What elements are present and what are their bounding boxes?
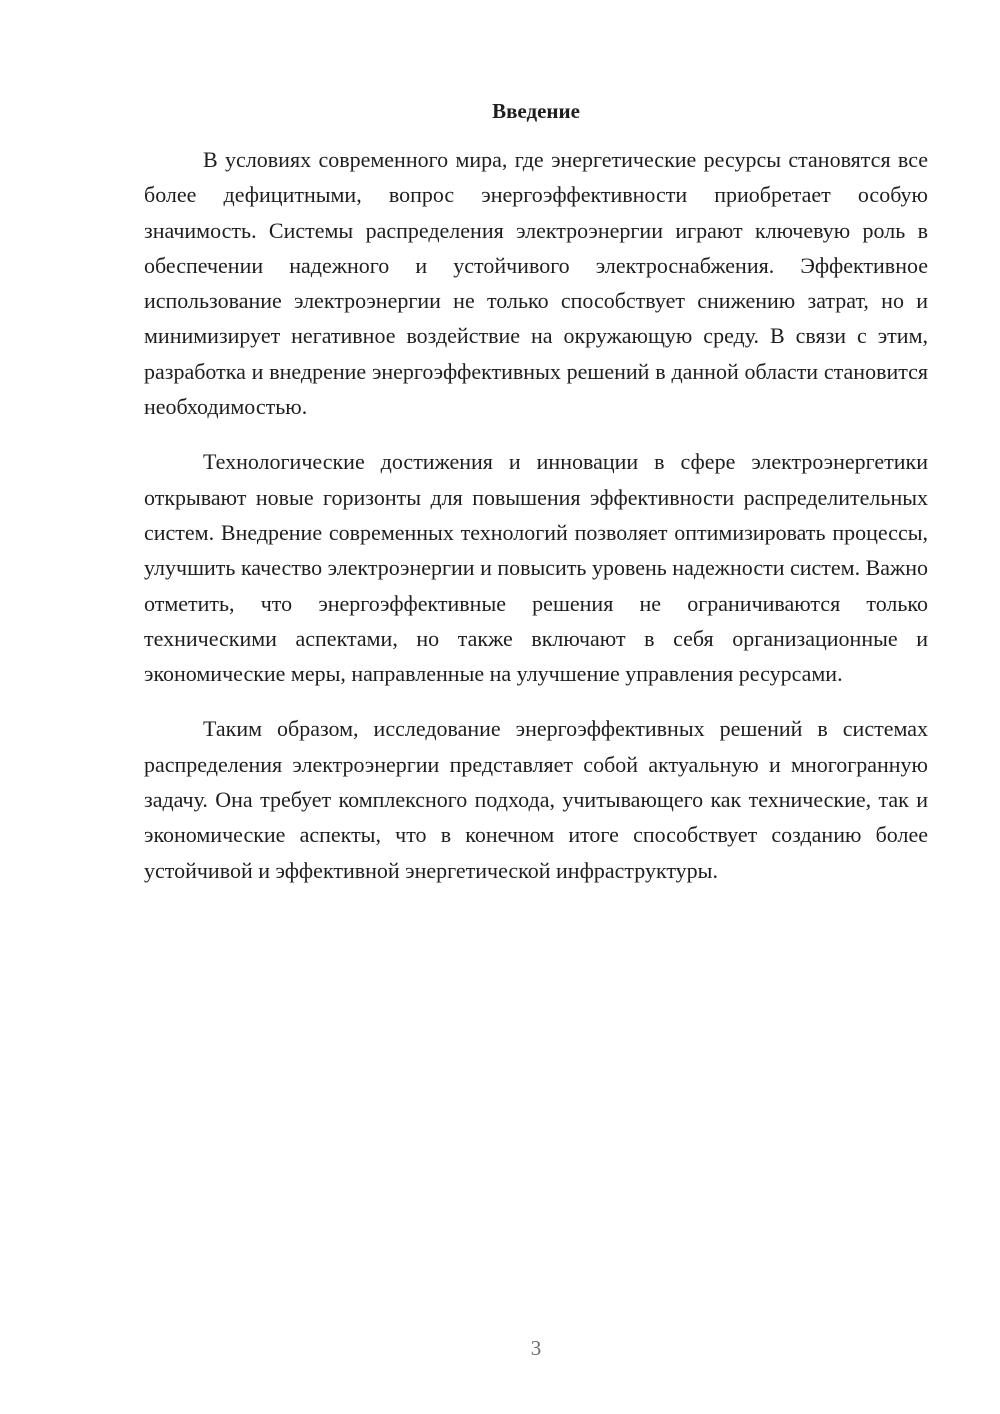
page-number: 3 [530,1336,542,1360]
body-text [144,142,928,888]
section-heading: Введение [492,99,580,123]
paragraph-3: Таким образом, исследование энергоэффективных решений в системах распределения электроэнергии представляет собой актуальную и многогранную задачу. Она требует комплексного подхода, учитывающего как технические, так и экономические аспекты, что в конечном итоге способствует созданию более устойчивой и эффективной энергетической инфраструктуры. [144,716,928,883]
paragraph-2: Технологические достижения и инновации в сфере электроэнергетики открывают новые горизонты для повышения эффективности распределительных систем. Внедрение современных технологий позволяет оптимизировать процессы, улучшить качество электроэнергии и повысить уровень надежности систем. Важно отметить, что энергоэффективные решения не ограничиваются только техническими аспектами, но также включают в себя организационные и экономические меры, направленные на улучшение управления ресурсами. [144,449,928,687]
paragraph-1: В условиях современного мира, где энергетические ресурсы становятся все более дефицитными, вопрос энергоэффективности приобретает особую значимость. Системы распределения электроэнергии играют ключевую роль в обеспечении надежного и устойчивого электроснабжения. Эффективное использование электроэнергии не только способствует снижению затрат, но и минимизирует негативное воздействие на окружающую среду. В связи с этим, разработка и внедрение энергоэффективных решений в данной области становится необходимостью. [144,147,928,420]
